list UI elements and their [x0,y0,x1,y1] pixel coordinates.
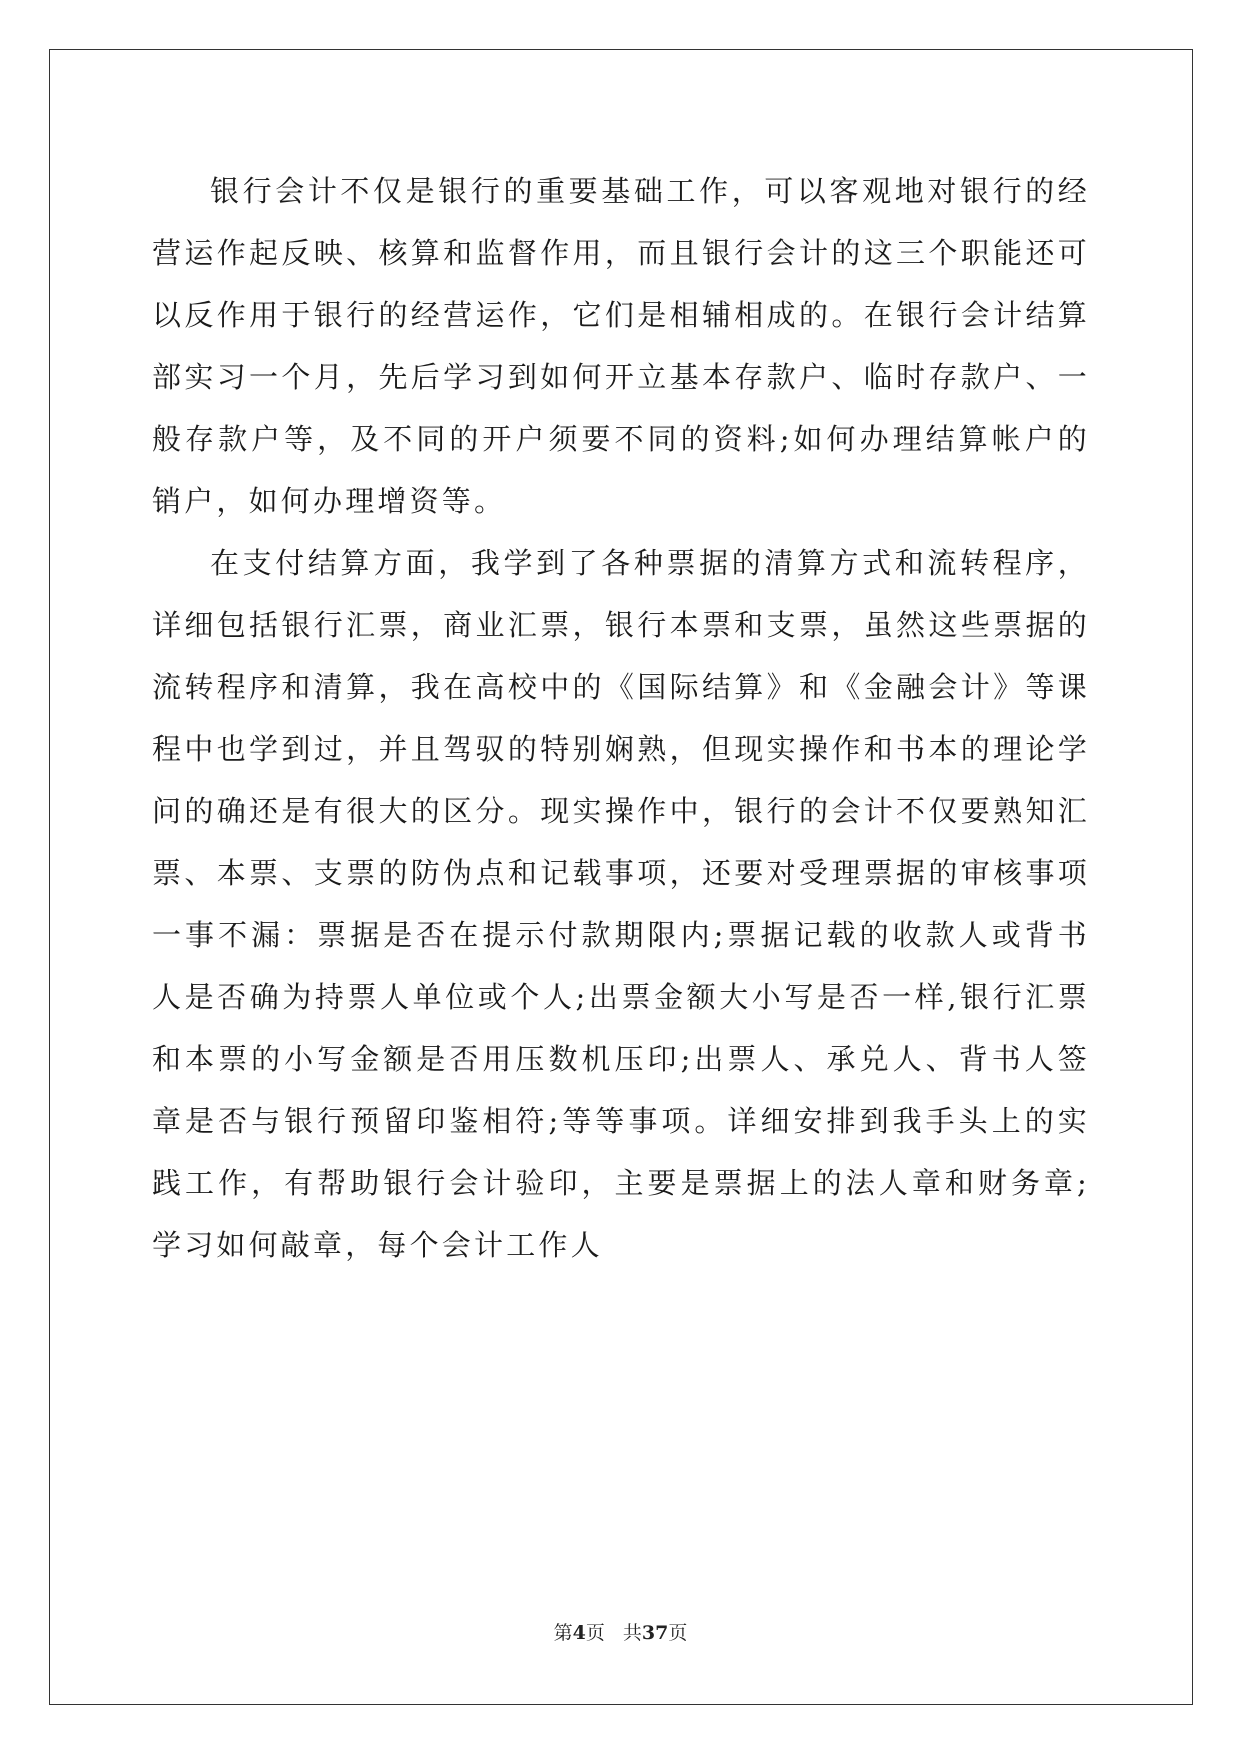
total-suffix: 页 [668,1622,688,1644]
paragraph-2: 在支付结算方面，我学到了各种票据的清算方式和流转程序，详细包括银行汇票，商业汇票，银行本票和支票，虽然这些票据的流转程序和清算，我在高校中的《国际结算》和《金融会计》等课程中也学到过，并且驾驭的特别娴熟，但现实操作和书本的理论学问的确还是有很大的区分。现实操作中，银行的会计不仅要熟知汇票、本票、支票的防伪点和记载事项，还要对受理票据的审核事项一事不漏：票据是否在提示付款期限内;票据记载的收款人或背书人是否确为持票人单位或个人;出票金额大小写是否一样,银行汇票和本票的小写金额是否用压数机压印;出票人、承兑人、背书人签章是否与银行预留印鉴相符;等等事项。详细安排到我手头上的实践工作，有帮助银行会计验印，主要是票据上的法人章和财务章;学习如何敲章，每个会计工作人 [152,546,1090,1262]
total-prefix: 共 [622,1622,642,1644]
page-prefix: 第 [553,1622,573,1644]
total-pages: 37 [641,1622,669,1644]
document-body [152,160,1090,1276]
paragraph-1: 银行会计不仅是银行的重要基础工作，可以客观地对银行的经营运作起反映、核算和监督作用，而且银行会计的这三个职能还可以反作用于银行的经营运作，它们是相辅相成的。在银行会计结算部实习一个月，先后学习到如何开立基本存款户、临时存款户、一般存款户等，及不同的开户须要不同的资料;如何办理结算帐户的销户，如何办理增资等。 [152,174,1090,518]
page-suffix: 页 [585,1622,605,1644]
page-footer [0,1618,1241,1645]
page-number: 4 [572,1622,586,1644]
